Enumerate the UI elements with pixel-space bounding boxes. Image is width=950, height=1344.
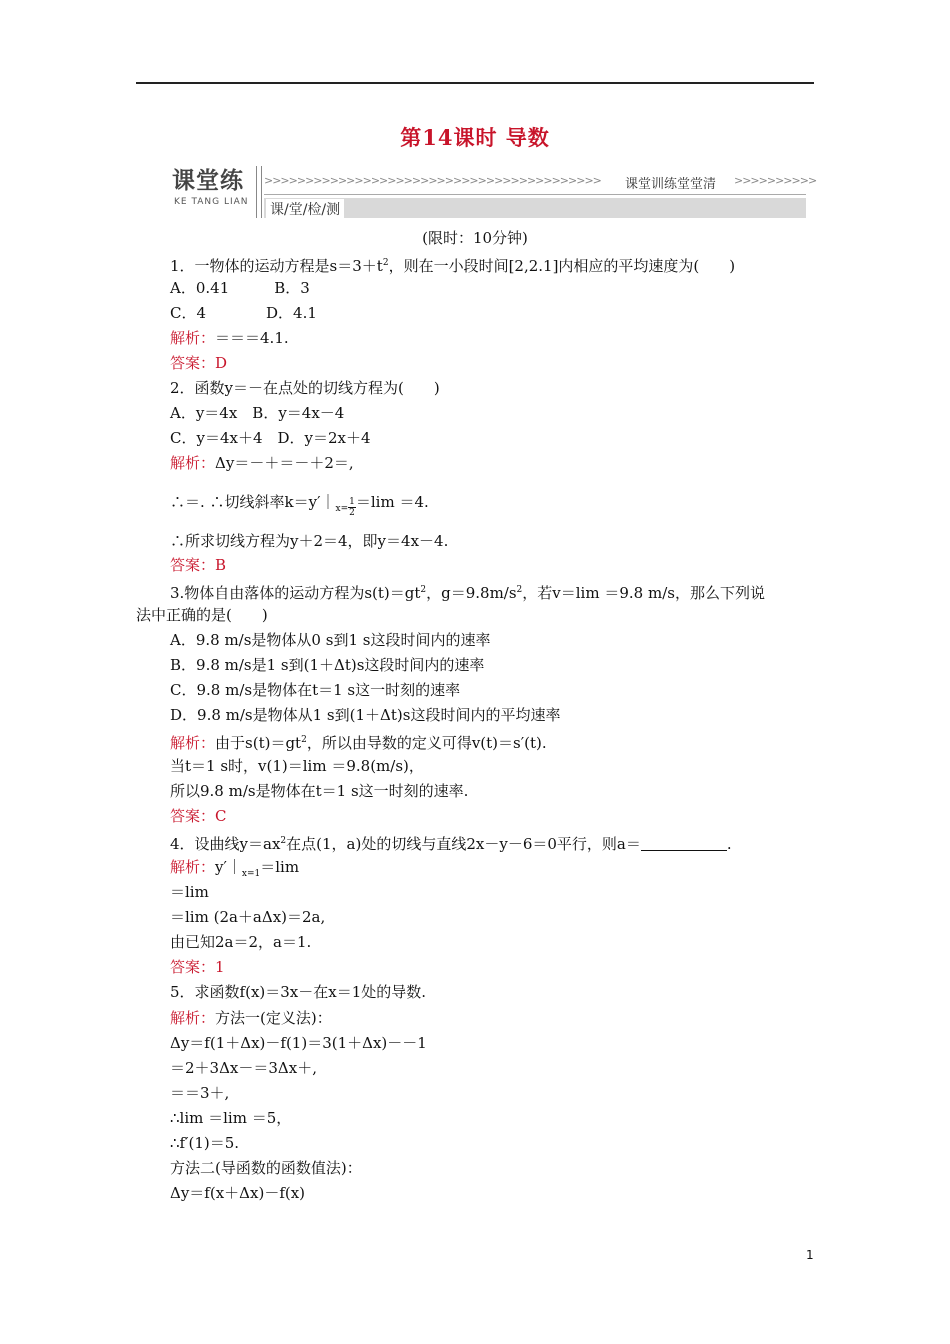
q2-answer: 答案：B [170, 556, 227, 574]
q3-stem-line2: 法中正确的是( ) [136, 606, 268, 624]
chevron-strip-icon: >>>>>>>>>>>>>>>>>>>>>>>>>>>>>>>>>>>>>>>>> [264, 174, 601, 187]
answer-blank[interactable] [641, 836, 727, 851]
q3-analysis-line2: 当t＝1 s时，v(1)＝lim ＝9.8(m/s)， [170, 757, 424, 775]
q2-analysis-line1: 解析：Δy＝－＋＝－＋2＝, [170, 454, 354, 472]
header-rule [136, 82, 814, 84]
q3-option-d: D．9.8 m/s是物体从1 s到(1＋Δt)s这段时间内的平均速率 [170, 706, 561, 724]
q3-analysis-line3: 所以9.8 m/s是物体在t＝1 s这一时刻的速率. [170, 782, 469, 800]
q4-analysis-line3: ＝lim (2a＋aΔx)＝2a, [170, 908, 326, 926]
q2-stem: 2．函数y＝－在点处的切线方程为( ) [170, 379, 440, 397]
page-number: 1 [806, 1248, 814, 1262]
chevron-strip-icon: >>>>>>>>>> [734, 174, 817, 187]
q2-analysis-line3: ∴所求切线方程为y＋2＝4，即y＝4x－4. [170, 532, 449, 550]
banner-logo-subtitle: KE TANG LIAN [174, 197, 249, 207]
q5-line1: Δy＝f(1＋Δx)－f(1)＝3(1＋Δx)－－1 [170, 1034, 427, 1052]
banner-logo-title: 课堂练 [172, 168, 244, 194]
q5-stem: 5．求函数f(x)＝3x－在x＝1处的导数. [170, 983, 427, 1001]
q4-stem: 4．设曲线$y=ax^2$在点(1，a)处的切线与直线2x－y－6＝0平行，则a＝ . [170, 835, 732, 853]
page-title: 第14课时 导数 [400, 125, 550, 150]
banner-slogan: 课堂训练堂堂清 [622, 173, 719, 192]
q5-line6: Δy＝f(x＋Δx)－f(x) [170, 1184, 306, 1202]
q4-analysis-line1: 解析：$y'|_{x=1}=\lim$ [170, 858, 300, 879]
q3-stem-line1: 3.物体自由落体的运动方程为$s(t)=gt^2$，$g=9.8m/s^2$，若v＝lim ＝9.8 m/s，那么下列说 [170, 584, 765, 602]
banner-separator [264, 194, 806, 195]
q3-option-a: A．9.8 m/s是物体从0 s到1 s这段时间内的速率 [170, 631, 491, 649]
q1-answer: 答案：D [170, 354, 228, 372]
banner-bottom-row [264, 198, 806, 218]
section-banner [168, 160, 817, 222]
banner-section-label: 课/堂/检/测 [266, 199, 344, 219]
q1-analysis: 解析：＝＝＝4.1. [170, 329, 289, 347]
q1-options-ab: A．0.41 B．3 [170, 279, 310, 297]
q4-analysis-line4: 由已知2a＝2，a＝1. [170, 933, 312, 951]
q5-line4: ∴lim ＝lim ＝5， [170, 1109, 292, 1127]
banner-logo [168, 160, 256, 220]
q3-option-c: C．9.8 m/s是物体在t＝1 s这一时刻的速率 [170, 681, 461, 699]
q2-options-ab: A．y＝4x B．y＝4x－4 [170, 404, 345, 422]
q3-analysis-line1: 解析：由于$s(t)=gt^2$，所以由导数的定义可得v(t)＝s′(t). [170, 734, 547, 752]
time-limit: (限时：10分钟) [422, 229, 528, 247]
fraction-one-half: $\frac{1}{2}$ [349, 497, 355, 518]
q3-answer: 答案：C [170, 807, 227, 825]
q2-analysis-line2: ∴＝. ∴切线斜率$k=y'|_{x=}$ $\frac{1}{2}$ ＝lim ＝4. [170, 493, 429, 518]
q5-method1: 解析：方法一(定义法)： [170, 1009, 332, 1027]
q3-option-b: B．9.8 m/s是1 s到(1＋Δt)s这段时间内的速率 [170, 656, 485, 674]
q5-method2: 方法二(导函数的函数值法)： [170, 1159, 362, 1177]
q2-options-cd: C．y＝4x＋4 D．y＝2x＋4 [170, 429, 371, 447]
q4-answer: 答案：1 [170, 958, 225, 976]
q5-line5: ∴f′(1)＝5. [170, 1134, 240, 1152]
q5-line2: ＝2＋3Δx－＝3Δx＋, [170, 1059, 317, 1077]
q1-stem: 1．一物体的运动方程是$s=3+t^2$，则在一小段时间[2,2.1]内相应的平均速度为( ) [170, 257, 736, 275]
q4-analysis-line2: ＝lim [170, 883, 209, 901]
q1-options-cd: C．4 D．4.1 [170, 304, 317, 322]
banner-divider [256, 166, 262, 218]
q5-line3: ＝＝3＋, [170, 1084, 230, 1102]
banner-top-row [264, 172, 817, 192]
